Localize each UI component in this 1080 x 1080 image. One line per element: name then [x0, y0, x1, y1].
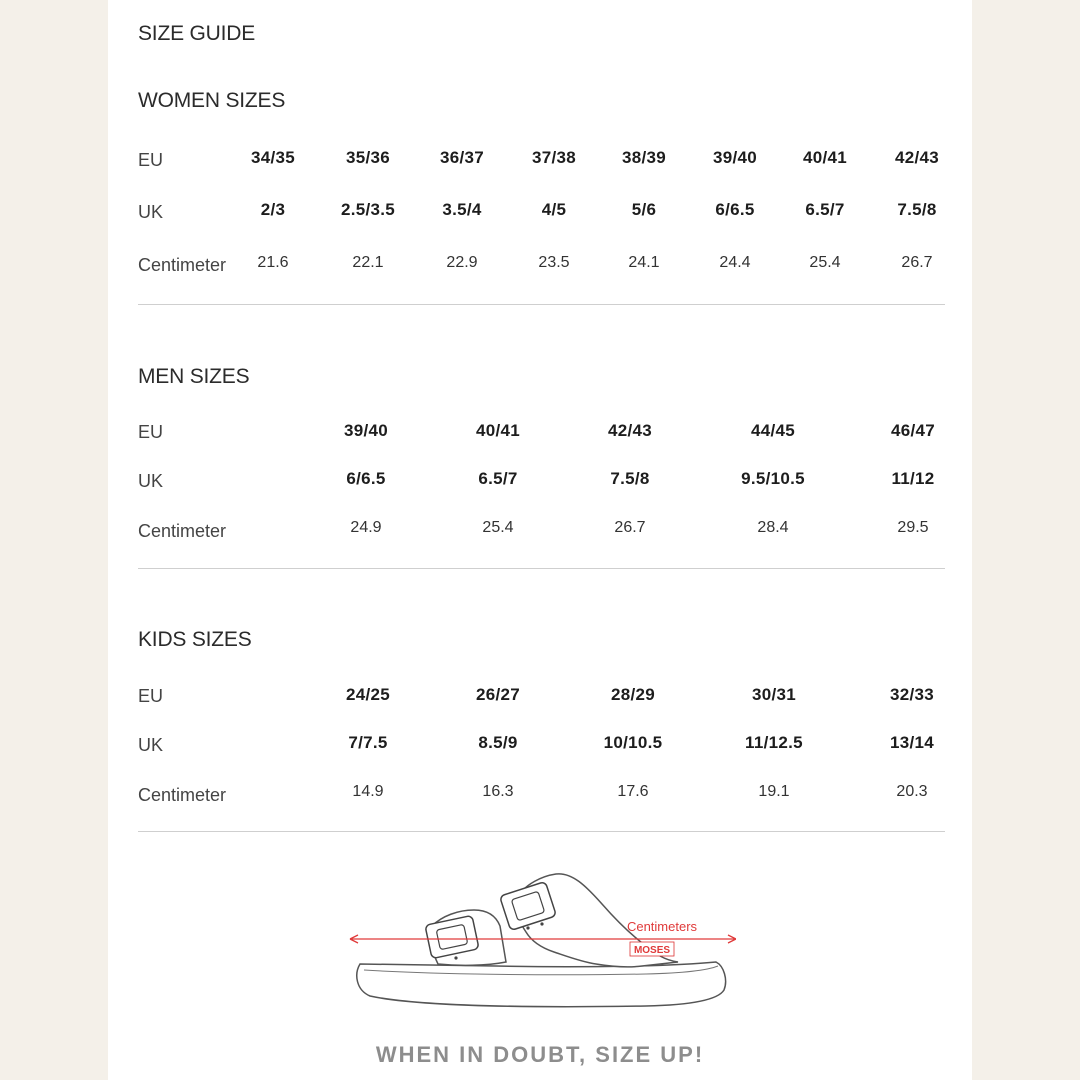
men-uk-label: UK — [138, 471, 164, 491]
men-sizes-title: MEN SIZES — [138, 365, 250, 388]
women-cm-cell: 22.1 — [352, 254, 384, 271]
kids-cm-cell: 20.3 — [896, 783, 928, 800]
women-eu-cell: 35/36 — [345, 148, 391, 167]
women-cm-cell: 22.9 — [446, 254, 478, 271]
women-cm-cell: 23.5 — [538, 254, 570, 271]
kids-eu-cell: 32/33 — [889, 685, 935, 704]
kids-eu-label: EU — [138, 686, 164, 706]
men-eu-cell: 46/47 — [890, 421, 936, 440]
kids-eu-cell: 24/25 — [345, 685, 391, 704]
men-uk-cell: 9.5/10.5 — [741, 469, 805, 488]
kids-uk-cell: 11/12.5 — [745, 733, 803, 752]
women-uk-label: UK — [138, 202, 164, 222]
kids-cm-label: Centimeter — [138, 785, 227, 805]
men-cm-label: Centimeter — [138, 521, 227, 541]
women-cm-cell: 24.4 — [719, 254, 751, 271]
kids-uk-cell: 10/10.5 — [603, 733, 663, 752]
sandal-sole — [357, 962, 726, 1007]
men-eu-label: EU — [138, 422, 164, 442]
men-cm-cell: 25.4 — [482, 519, 514, 536]
women-cm-cell: 25.4 — [809, 254, 841, 271]
women-eu-cell: 34/35 — [250, 148, 296, 167]
women-eu-cell: 38/39 — [621, 148, 667, 167]
sandal-illustration — [346, 866, 736, 1016]
women-eu-cell: 36/37 — [439, 148, 485, 167]
men-cm-cell: 24.9 — [350, 519, 382, 536]
men-eu-cell: 40/41 — [475, 421, 521, 440]
men-eu-cell: 39/40 — [343, 421, 389, 440]
kids-eu-cell: 30/31 — [751, 685, 797, 704]
men-cm-cell: 26.7 — [614, 519, 646, 536]
women-uk-cell: 4/5 — [541, 200, 567, 219]
women-eu-cell: 40/41 — [802, 148, 848, 167]
women-uk-cell: 5/6 — [631, 200, 657, 219]
women-cm-cell: 26.7 — [901, 254, 933, 271]
kids-uk-cell: 13/14 — [889, 733, 935, 752]
men-eu-cell: 42/43 — [607, 421, 653, 440]
men-cm-cell: 29.5 — [897, 519, 929, 536]
kids-cm-cell: 14.9 — [352, 783, 384, 800]
kids-eu-cell: 26/27 — [475, 685, 521, 704]
kids-sizes-title: KIDS SIZES — [138, 628, 252, 651]
page-title: SIZE GUIDE — [138, 22, 256, 45]
women-uk-cell: 6/6.5 — [715, 200, 755, 219]
kids-uk-label: UK — [138, 735, 164, 755]
men-cm-cell: 28.4 — [757, 519, 789, 536]
kids-cm-cell: 17.6 — [617, 783, 649, 800]
measure-label: Centimeters — [626, 919, 698, 934]
women-uk-cell: 7.5/8 — [897, 200, 937, 219]
men-uk-cell: 7.5/8 — [610, 469, 650, 488]
women-sizes-title: WOMEN SIZES — [138, 89, 286, 112]
brand-label-text: MOSES — [633, 945, 671, 956]
women-eu-cell: 39/40 — [712, 148, 758, 167]
kids-eu-cell: 28/29 — [610, 685, 656, 704]
women-eu-cell: 42/43 — [894, 148, 940, 167]
women-cm-label: Centimeter — [138, 255, 227, 275]
women-eu-cell: 37/38 — [531, 148, 577, 167]
women-uk-cell: 2/3 — [260, 200, 286, 219]
women-divider — [138, 304, 945, 305]
size-guide-panel — [108, 0, 972, 1080]
women-uk-cell: 6.5/7 — [805, 200, 845, 219]
kids-uk-cell: 8.5/9 — [478, 733, 518, 752]
men-divider — [138, 568, 945, 569]
men-eu-cell: 44/45 — [750, 421, 796, 440]
women-uk-cell: 2.5/3.5 — [340, 200, 396, 219]
kids-cm-cell: 19.1 — [758, 783, 790, 800]
men-uk-cell: 6/6.5 — [346, 469, 386, 488]
men-uk-cell: 11/12 — [891, 469, 935, 488]
kids-cm-cell: 16.3 — [482, 783, 514, 800]
women-uk-cell: 3.5/4 — [442, 200, 482, 219]
women-eu-label: EU — [138, 150, 164, 170]
kids-uk-cell: 7/7.5 — [348, 733, 388, 752]
men-uk-cell: 6.5/7 — [478, 469, 518, 488]
tagline: WHEN IN DOUBT, SIZE UP! — [375, 1042, 705, 1067]
women-cm-cell: 24.1 — [628, 254, 660, 271]
kids-divider — [138, 831, 945, 832]
women-cm-cell: 21.6 — [257, 254, 289, 271]
